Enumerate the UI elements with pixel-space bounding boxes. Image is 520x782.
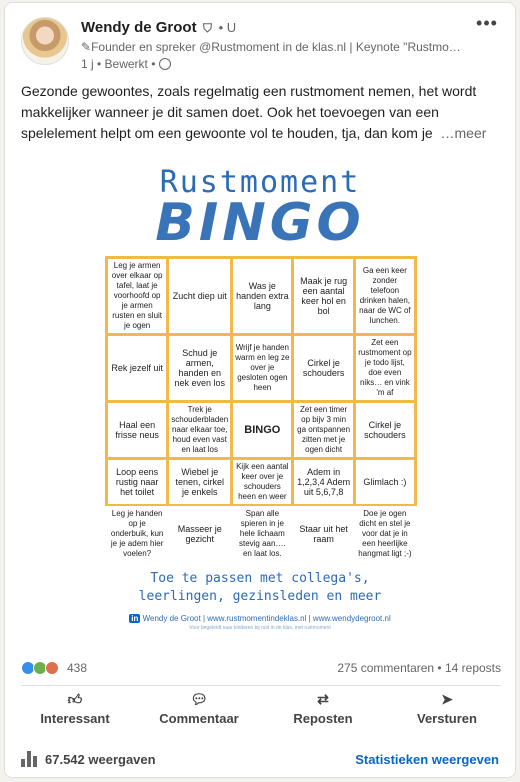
connection-degree: • U <box>218 20 237 35</box>
bingo-cell: Haal een frisse neus <box>108 403 166 457</box>
views-count <box>21 751 156 767</box>
image-subtitle-line2: leerlingen, gezinsleden en meer <box>138 589 382 604</box>
bingo-cell: Doe je ogen dicht en stel je voor dat je in een heerlijke hangmat ligt ;-) <box>356 507 414 561</box>
bingo-cell: Cirkel je schouders <box>294 336 352 400</box>
comment-icon: 💬︎ <box>190 691 208 707</box>
image-title-small: Rustmoment <box>159 165 361 200</box>
author-headline: ✎Founder en spreker @Rustmoment in de klas.nl | Keynote "Rustmo… <box>81 40 461 54</box>
bingo-cell: Masseer je gezicht <box>169 507 230 561</box>
thumbs-up-icon: 👍︎ <box>67 691 83 707</box>
bingo-cell: Cirkel je schouders <box>356 403 414 457</box>
post-image[interactable] <box>5 153 515 638</box>
bingo-center-cell: BINGO <box>233 403 291 457</box>
post-meta <box>81 57 171 71</box>
post-body: Gezonde gewoontes, zoals regelmatig een rustmoment nemen, het wordt makkelijker wanneer je dit samen doet. Ook het toevoegen van een spelelement helpt om een gewoonte vol te houden, tja, dan kom je <box>21 83 477 141</box>
linkedin-icon: in <box>131 614 139 623</box>
bingo-cell: Ga een keer zonder telefoon drinken halen, naar de WC of lunchen. <box>356 259 414 333</box>
comment-button[interactable] <box>144 691 254 735</box>
bingo-cell: Span alle spieren in je hele lichaam stevig aan…. en laat los. <box>233 507 291 561</box>
author-name-row[interactable] <box>81 19 236 36</box>
image-credit <box>5 614 515 623</box>
more-options-icon[interactable]: ••• <box>476 13 498 33</box>
bingo-grid <box>105 256 417 558</box>
repost-label: Reposten <box>293 711 353 726</box>
bar-chart-icon <box>21 751 37 767</box>
bingo-cell: Glimlach :) <box>356 460 414 504</box>
bingo-cell: Schud je armen, handen en nek even los <box>169 336 230 400</box>
bingo-cell: Wiebel je tenen, cirkel je enkels <box>169 460 230 504</box>
author-name[interactable]: Wendy de Groot <box>81 19 197 36</box>
post-actions <box>13 691 509 735</box>
feed-post-card <box>4 2 516 778</box>
bingo-cell: Was je handen extra lang <box>233 259 291 333</box>
comment-label: Commentaar <box>159 711 239 726</box>
bingo-cell: Trek je schouderbladen naar elkaar toe, houd even vast en laat los <box>169 403 230 457</box>
bingo-cell: Wrijf je handen warm en leg ze over je gesloten ogen heen <box>233 336 291 400</box>
like-button[interactable] <box>20 691 130 735</box>
send-icon: ➤ <box>441 691 453 707</box>
send-label: Versturen <box>417 711 477 726</box>
send-button[interactable] <box>392 691 502 735</box>
repost-icon: ⇄ <box>317 691 329 707</box>
image-subtitle <box>5 570 515 606</box>
post-time: 1 j • Bewerkt • <box>81 57 156 71</box>
divider <box>21 685 501 686</box>
pencil-icon: ✎ <box>81 40 92 54</box>
view-stats-link[interactable]: Statistieken weergeven <box>355 752 499 767</box>
social-counts <box>21 661 501 681</box>
bingo-cell: Leg je armen over elkaar op tafel, laat je voorhoofd op je armen rusten en sluit je ogen <box>108 259 166 333</box>
bingo-cell: Rek jezelf uit <box>108 336 166 400</box>
like-label: Interessant <box>40 711 110 726</box>
image-title-big: BINGO <box>155 193 365 253</box>
love-reaction-icon <box>45 661 59 675</box>
post-header <box>21 13 501 73</box>
verified-icon: ⛉ <box>203 20 213 35</box>
bingo-cell: Kijk een aantal keer over je schouders heen en weer <box>233 460 291 504</box>
bingo-cell: Maak je rug een aantal keer hol en bol <box>294 259 352 333</box>
reactions-count: 438 <box>67 661 88 675</box>
image-fine-print: Voor begeleidt naar kinderen bij rust in de klas, met rustmoment <box>189 625 331 631</box>
image-credit-text: Wendy de Groot | www.rustmomentindeklas.nl | www.wendydegroot.nl <box>142 614 391 623</box>
globe-icon <box>159 58 171 70</box>
post-text <box>21 81 501 144</box>
bingo-cell: Zet een rustmoment op je todo lijst, doe even niks… en vink 'm af <box>356 336 414 400</box>
comments-reposts[interactable]: 275 commentaren • 14 reposts <box>337 661 501 675</box>
bingo-cell: Staar uit het raam <box>294 507 352 561</box>
bingo-cell: Zucht diep uit <box>169 259 230 333</box>
views-label: 67.542 weergaven <box>45 751 156 767</box>
reactions-summary[interactable] <box>21 661 87 675</box>
see-more-link[interactable]: …meer <box>440 125 487 141</box>
bingo-cell: Zet een timer op bijv 3 min ga ontspannen zitten met je ogen dicht <box>294 403 352 457</box>
bingo-cell: Leg je handen op je onderbuik, kun je je adem hier voelen? <box>108 507 166 561</box>
author-avatar[interactable] <box>21 17 69 65</box>
bingo-cell: Loop eens rustig naar het toilet <box>108 460 166 504</box>
repost-button[interactable] <box>268 691 378 735</box>
image-subtitle-line1: Toe te passen met collega's, <box>150 571 370 586</box>
bingo-cell: Adem in 1,2,3,4 Adem uit 5,6,7,8 <box>294 460 352 504</box>
